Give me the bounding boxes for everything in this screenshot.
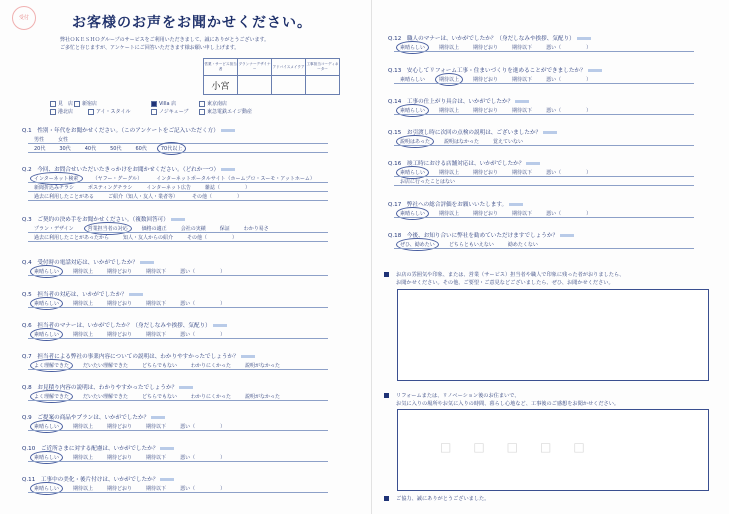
question-text: Q.12 職人のマナーは、いかがでしたか？（身だしなみや挨拶、気配り）: [388, 36, 575, 42]
answer-option[interactable]: 期待以下: [512, 170, 533, 176]
staff-cell[interactable]: [272, 76, 306, 95]
checkbox[interactable]: [151, 101, 157, 107]
answer-option[interactable]: 悪い（ ）: [180, 486, 226, 492]
answer-option[interactable]: 70代以上: [160, 146, 183, 152]
answer-option[interactable]: 悪い（ ）: [180, 332, 226, 338]
section-bullet: [384, 393, 389, 398]
source-checkbox-item[interactable]: [50, 108, 73, 115]
answer-option[interactable]: 雑誌（ ）: [204, 185, 250, 191]
answer-option[interactable]: 説明がなかった: [245, 363, 281, 369]
answer-option[interactable]: 素晴らしい: [400, 211, 426, 217]
answer-option[interactable]: 期待以上: [73, 424, 94, 430]
answer-option[interactable]: 期待どおり: [107, 301, 133, 307]
question-text: Q.15 お引渡し時に次回の点検の説明は、ございましたか？: [388, 130, 542, 136]
answer-underline: [28, 400, 328, 401]
question-text: Q.18 今後、お知り合いに弊社を勧めていただけますでしょうか？: [388, 233, 559, 239]
source-label: 見 店: [58, 101, 74, 107]
answer-option[interactable]: 期待以上: [73, 301, 94, 307]
question-heading: [22, 126, 235, 134]
answer-option[interactable]: 30代: [59, 146, 71, 152]
question-text: Q.16 竣工時における店舗対応は、いかがでしたか？: [388, 161, 525, 167]
highlight-bar: [241, 355, 255, 358]
answer-option[interactable]: 素晴らしい: [34, 332, 60, 338]
answer-option[interactable]: 素晴らしい: [34, 269, 60, 275]
answer-option[interactable]: （ヤフー・グーグル）: [92, 176, 143, 182]
answer-row: [400, 178, 469, 185]
answer-option[interactable]: その他（ ）: [186, 235, 237, 241]
answer-option[interactable]: 20代: [34, 146, 46, 152]
answer-option[interactable]: 悪い（ ）: [180, 269, 226, 275]
question-text: Q.2 今回、お問合せいただいたきっかけをお聞かせください。（どれか一つ）: [22, 167, 220, 173]
staff-header: アドバイスメイクア: [272, 59, 306, 76]
answer-row: [400, 76, 605, 83]
answer-underline: [28, 232, 328, 233]
answer-option[interactable]: 期待以上: [73, 269, 94, 275]
thanks-text: ご協力、誠にありがとうございました。: [396, 496, 490, 502]
answer-option[interactable]: 勧めたくない: [507, 242, 538, 248]
staff-table: [203, 58, 340, 95]
answer-underline: [394, 185, 694, 186]
source-checkbox-item[interactable]: [50, 100, 73, 107]
answer-option[interactable]: 過去に利用したことがある: [34, 194, 95, 200]
answer-option[interactable]: わかりにくかった: [190, 394, 231, 400]
answer-option[interactable]: 50代: [110, 146, 122, 152]
question-text: Q.9 ご提案の商品やプランは、いかがでしたか？: [22, 415, 150, 421]
answer-row: [34, 145, 196, 152]
answer-option[interactable]: 期待以下: [512, 45, 533, 51]
answer-underline: [28, 307, 328, 308]
answer-row: [400, 210, 605, 217]
answer-option[interactable]: 期待以上: [73, 332, 94, 338]
highlight-bar: [179, 386, 193, 389]
question-text: Q.11 工事中の美化・後片付けは、いかがでしたか？: [22, 477, 159, 483]
answer-option[interactable]: お店に行ったことはない: [400, 179, 456, 185]
answer-row: [34, 485, 239, 492]
staff-header: プランナーデザイナー: [238, 59, 272, 76]
answer-option[interactable]: 期待以下: [512, 108, 533, 114]
checkbox[interactable]: [50, 101, 56, 107]
answer-option[interactable]: よく理解できた: [34, 394, 70, 400]
answer-option[interactable]: 期待どおり: [473, 108, 499, 114]
answer-underline: [394, 145, 694, 146]
answer-row: [34, 268, 239, 275]
answer-option[interactable]: 過去に利用したことがあったから: [34, 235, 109, 241]
answer-option[interactable]: どちらでもない: [142, 363, 177, 369]
answer-option[interactable]: 期待以上: [73, 455, 94, 461]
highlight-bar: [543, 131, 557, 134]
answer-underline: [394, 176, 694, 177]
intro-line-1: 弊社ＯＫＥＳＨＯグループのサービスをご利用いただきまして、誠にありがとうございます。: [60, 37, 270, 43]
answer-option[interactable]: 素晴らしい: [34, 486, 60, 492]
answer-option[interactable]: 説明はあった: [400, 139, 430, 145]
answer-option[interactable]: 40代: [84, 146, 97, 152]
highlight-bar: [221, 129, 235, 132]
intro-line-2: ご多忙と存じますが、アンケートにご回答いただきます様お願い申し上げます。: [60, 45, 240, 51]
answer-option[interactable]: 女性: [58, 137, 69, 143]
signature-text: 小宮: [211, 81, 230, 92]
answer-option[interactable]: 期待以下: [512, 211, 533, 217]
comment1-prompt-1: お店の雰囲気や印象、または、営業（サービス）担当者や職人で印象に残った者がおりましたら、: [396, 272, 625, 278]
highlight-bar: [515, 100, 529, 103]
answer-option[interactable]: 期待以上: [439, 211, 460, 217]
answer-option[interactable]: 価格の適正: [141, 226, 167, 232]
bleed-through-ink: □□□□□: [440, 440, 607, 454]
staff-cell[interactable]: [306, 76, 340, 95]
answer-row: [34, 362, 294, 369]
received-stamp: 受付: [12, 6, 36, 30]
answer-option[interactable]: その他（ ）: [192, 194, 243, 200]
answer-option[interactable]: 素晴らしい: [34, 301, 60, 307]
question-text: Q.4 受付時の電話対応は、いかがでしたか？: [22, 260, 139, 266]
checkbox[interactable]: [88, 109, 94, 115]
answer-option[interactable]: 期待どおり: [473, 170, 499, 176]
answer-option[interactable]: 期待どおり: [107, 269, 133, 275]
staff-header: 工事担当コーディネーター: [306, 59, 340, 76]
checkbox[interactable]: [151, 109, 157, 115]
answer-option[interactable]: ぜひ、勧めたい: [400, 242, 435, 248]
source-checkbox-item[interactable]: [151, 108, 189, 115]
answer-option[interactable]: 新聞折込みチラシ: [34, 185, 75, 191]
answer-option[interactable]: どちらでもない: [142, 394, 177, 400]
answer-option[interactable]: 期待どおり: [107, 455, 133, 461]
staff-header: 営業・サービス担当者: [204, 59, 238, 76]
source-label: ノジキューブ: [159, 109, 189, 115]
answer-option[interactable]: よく理解できた: [34, 363, 70, 369]
answer-option[interactable]: ポスティングチラシ: [88, 185, 133, 191]
highlight-bar: [221, 168, 235, 171]
answer-row: [34, 225, 283, 232]
answer-underline: [28, 200, 328, 201]
highlight-bar: [160, 447, 174, 450]
answer-option[interactable]: 男性: [34, 137, 45, 143]
answer-option[interactable]: 悪い（ ）: [180, 455, 226, 461]
answer-option[interactable]: 期待以下: [146, 301, 167, 307]
comment1-box[interactable]: [397, 289, 709, 381]
highlight-bar: [213, 324, 227, 327]
source-checkbox-item[interactable]: [74, 100, 97, 107]
answer-option[interactable]: 会社の実績: [180, 226, 206, 232]
answer-row: [34, 300, 239, 307]
answer-underline: [28, 430, 328, 431]
checkbox[interactable]: [199, 101, 205, 107]
answer-underline: [394, 248, 694, 249]
answer-option[interactable]: 覚えていない: [492, 139, 523, 145]
highlight-bar: [160, 478, 174, 481]
answer-option[interactable]: だいたい理解できた: [83, 363, 129, 369]
answer-option[interactable]: 期待以下: [146, 424, 167, 430]
answer-option[interactable]: 営業担当者の対応: [87, 226, 128, 232]
answer-underline: [28, 275, 328, 276]
answer-underline: [394, 114, 694, 115]
answer-underline: [28, 241, 328, 242]
highlight-bar: [129, 293, 143, 296]
answer-option[interactable]: 期待以下: [512, 77, 533, 83]
answer-option[interactable]: 期待以上: [439, 77, 460, 83]
question-text: Q.14 工事の仕上がり具合は、いかがでしたか？: [388, 99, 514, 105]
answer-option[interactable]: 期待どおり: [107, 424, 133, 430]
answer-option[interactable]: だいたい理解できた: [83, 394, 129, 400]
comment2-prompt-2: お気に入りの場所やお気に入りの時間、暮らし心地など、工事後のご感想をお聞かせください。: [396, 401, 620, 407]
highlight-bar: [560, 234, 574, 237]
answer-option[interactable]: 悪い（ ）: [180, 424, 226, 430]
question-text: Q.7 担当者による弊社の事業内容についての説明は、わかりやすかったでしょうか？: [22, 354, 239, 360]
source-checkbox-item[interactable]: [199, 108, 252, 115]
answer-option[interactable]: 悪い（ ）: [546, 108, 592, 114]
source-label: 港北店: [58, 109, 74, 115]
answer-option[interactable]: 期待以下: [146, 332, 167, 338]
answer-option[interactable]: 期待どおり: [473, 45, 499, 51]
answer-option[interactable]: 悪い（ ）: [546, 77, 592, 83]
answer-option[interactable]: 悪い（ ）: [546, 45, 592, 51]
answer-row: [34, 423, 239, 430]
answer-row: [400, 107, 605, 114]
answer-option[interactable]: 説明がなかった: [245, 394, 281, 400]
answer-row: [400, 138, 537, 145]
staff-signature[interactable]: [204, 76, 238, 95]
section-bullet: [384, 272, 389, 277]
answer-option[interactable]: 素晴らしい: [400, 108, 426, 114]
answer-option[interactable]: 期待以上: [439, 45, 460, 51]
answer-underline: [28, 338, 328, 339]
answer-row: [400, 169, 605, 176]
answer-option[interactable]: 悪い（ ）: [546, 211, 592, 217]
highlight-bar: [577, 37, 591, 40]
highlight-bar: [171, 218, 185, 221]
answer-option[interactable]: 期待どおり: [473, 77, 499, 83]
source-label: 東急電鉄エイジ動産: [207, 109, 253, 115]
answer-underline: [394, 217, 694, 218]
answer-row: [34, 234, 251, 241]
question-heading: [388, 66, 602, 74]
answer-option[interactable]: 素晴らしい: [400, 77, 426, 83]
question-text: Q.3 ご契約の決め手をお聞かせください。（複数回答可）: [22, 217, 169, 223]
page-title: お客様のお声をお聞かせください。: [72, 15, 312, 31]
answer-option[interactable]: 期待以下: [146, 455, 167, 461]
answer-row: [34, 393, 294, 400]
answer-option[interactable]: 保証: [219, 226, 230, 232]
answer-underline: [28, 152, 328, 153]
source-label: 新宿店: [82, 101, 98, 107]
checkbox[interactable]: [50, 109, 56, 115]
source-checkbox-item[interactable]: [88, 108, 130, 115]
source-checkbox-item[interactable]: [199, 100, 227, 107]
answer-row: [34, 175, 329, 182]
highlight-bar: [151, 416, 165, 419]
answer-option[interactable]: インターネット広告: [146, 185, 191, 191]
answer-underline: [28, 492, 328, 493]
answer-underline: [394, 51, 694, 52]
answer-option[interactable]: 悪い（ ）: [546, 170, 592, 176]
answer-row: [34, 454, 239, 461]
answer-underline: [394, 83, 694, 84]
answer-option[interactable]: インターネット検索: [34, 176, 79, 182]
answer-row: [400, 44, 605, 51]
answer-option[interactable]: 期待以上: [439, 108, 460, 114]
answer-underline: [28, 182, 328, 183]
answer-option[interactable]: 素晴らしい: [400, 45, 426, 51]
question-text: Q.5 担当者の対応は、いかがでしたか？: [22, 292, 127, 298]
question-text: Q.6 担当者のマナーは、いかがでしたか？（身だしなみや挨拶、気配り）: [22, 323, 211, 329]
answer-option[interactable]: 素晴らしい: [34, 424, 60, 430]
answer-option[interactable]: 期待どおり: [107, 332, 133, 338]
answer-option[interactable]: 期待以下: [146, 269, 167, 275]
checkbox[interactable]: [74, 101, 80, 107]
source-label: アイ・スタイル: [96, 109, 131, 115]
answer-row: [34, 136, 82, 143]
highlight-bar: [509, 203, 523, 206]
comment1-prompt-2: お聞かせください。その他、ご要望・ご意見などございましたら、ぜひ、お聞かせください。: [396, 280, 614, 286]
answer-option[interactable]: 期待以上: [439, 170, 460, 176]
answer-option[interactable]: 説明はなかった: [443, 139, 479, 145]
checkbox[interactable]: [199, 109, 205, 115]
source-label: Villa 店: [159, 101, 177, 107]
answer-option[interactable]: プラン・デザイン: [34, 226, 74, 232]
answer-underline: [28, 191, 328, 192]
answer-option[interactable]: 60代: [135, 146, 147, 152]
section-bullet: [384, 496, 389, 501]
answer-option[interactable]: 悪い（ ）: [180, 301, 226, 307]
answer-option[interactable]: 知人・友人からの紹介: [122, 235, 173, 241]
comment2-prompt-1: リフォームまたは、リノベーション後のお住まいで、: [396, 393, 520, 399]
answer-option[interactable]: インターネットポータルサイト（ホームプロ・スーモ・アットホーム）: [156, 176, 315, 182]
answer-option[interactable]: 素晴らしい: [400, 170, 426, 176]
source-label: 東京南店: [207, 101, 228, 107]
answer-underline: [28, 461, 328, 462]
answer-option[interactable]: 期待どおり: [107, 486, 133, 492]
answer-option[interactable]: わかりにくかった: [190, 363, 231, 369]
highlight-bar: [526, 162, 540, 165]
answer-underline: [28, 369, 328, 370]
source-checkbox-item[interactable]: [151, 100, 176, 107]
page-fold: [371, 0, 372, 514]
question-text: Q.10 ご近所さまに対する配慮は、いかがでしたか？: [22, 446, 159, 452]
answer-option[interactable]: 素晴らしい: [34, 455, 60, 461]
answer-option[interactable]: どちらともいえない: [448, 242, 494, 248]
question-text: Q.8 お見積り内容の説明は、わかりやすかったでしょうか？: [22, 385, 178, 391]
question-text: Q.13 安心してリフォーム工事・住まいづくりを進めることができましたか？: [388, 68, 586, 74]
answer-option[interactable]: ご紹介（知人・友人・業者等）: [108, 194, 179, 200]
question-text: Q.17 弊社への総合評価をお願いいたします。: [388, 202, 508, 208]
answer-option[interactable]: わかり易さ: [243, 226, 269, 232]
answer-option[interactable]: 期待どおり: [473, 211, 499, 217]
staff-cell[interactable]: [238, 76, 272, 95]
answer-option[interactable]: 期待以上: [73, 486, 94, 492]
highlight-bar: [588, 69, 602, 72]
answer-row: [34, 184, 264, 191]
answer-row: [34, 193, 256, 200]
answer-row: [400, 241, 552, 248]
question-text: Q.1 性別・年代をお聞かせください。（このアンケートをご記入いただく方）: [22, 128, 219, 134]
answer-row: [34, 331, 239, 338]
highlight-bar: [140, 261, 154, 264]
answer-option[interactable]: 期待以下: [146, 486, 167, 492]
